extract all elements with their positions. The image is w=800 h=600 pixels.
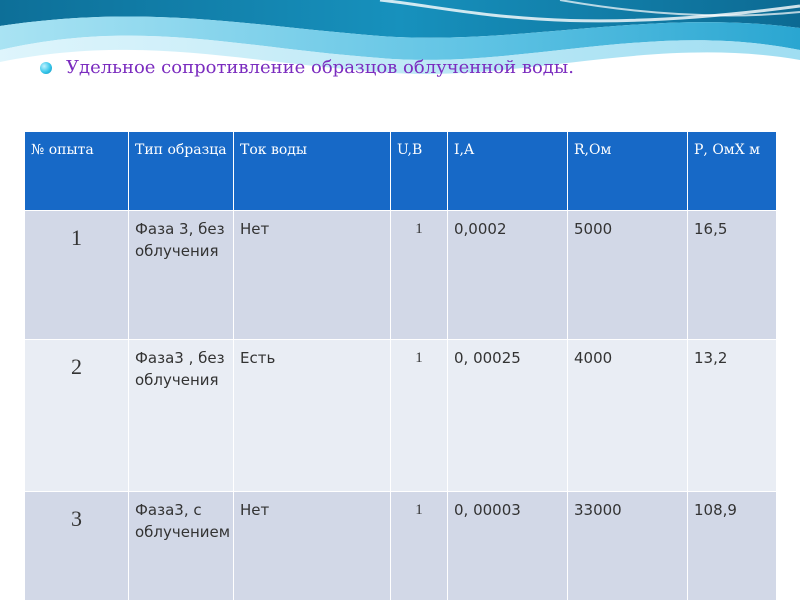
header-voltage: U,B bbox=[391, 132, 448, 211]
cell-experiment-number: 2 bbox=[25, 340, 129, 492]
header-current: I,A bbox=[448, 132, 568, 211]
cell-voltage: 1 bbox=[391, 340, 448, 492]
cell-water-current: Есть bbox=[234, 340, 391, 492]
cell-experiment-number: 1 bbox=[25, 211, 129, 340]
cell-water-current: Нет bbox=[234, 492, 391, 600]
cell-experiment-number: 3 bbox=[25, 492, 129, 600]
header-water-current: Ток воды bbox=[234, 132, 391, 211]
header-sample-type: Тип образца bbox=[129, 132, 234, 211]
header-resistivity: Р, ОмХ м bbox=[688, 132, 777, 211]
table-row bbox=[25, 340, 777, 492]
header-resistance: R,Ом bbox=[568, 132, 688, 211]
cell-sample-type: Фаза 3, без облучения bbox=[129, 211, 234, 340]
cell-sample-type: Фаза3 , без облучения bbox=[129, 340, 234, 492]
cell-resistivity: 108,9 bbox=[688, 492, 777, 600]
wave-header-decoration bbox=[0, 0, 800, 100]
table-row bbox=[25, 492, 777, 600]
title-bullet-line bbox=[40, 56, 574, 80]
header-experiment-number: № опыта bbox=[25, 132, 129, 211]
cell-current: 0, 00003 bbox=[448, 492, 568, 600]
slide-title: Удельное сопротивление образцов облученной воды. bbox=[66, 57, 574, 78]
cell-resistivity: 16,5 bbox=[688, 211, 777, 340]
cell-resistance: 4000 bbox=[568, 340, 688, 492]
cell-current: 0, 00025 bbox=[448, 340, 568, 492]
bullet-dot-icon bbox=[40, 62, 52, 74]
cell-resistivity: 13,2 bbox=[688, 340, 777, 492]
table-row bbox=[25, 211, 777, 340]
cell-resistance: 33000 bbox=[568, 492, 688, 600]
cell-current: 0,0002 bbox=[448, 211, 568, 340]
cell-voltage: 1 bbox=[391, 492, 448, 600]
cell-voltage: 1 bbox=[391, 211, 448, 340]
resistivity-table bbox=[24, 131, 777, 600]
cell-sample-type: Фаза3, с облучением bbox=[129, 492, 234, 600]
cell-water-current: Нет bbox=[234, 211, 391, 340]
table-header-row bbox=[25, 132, 777, 211]
cell-resistance: 5000 bbox=[568, 211, 688, 340]
